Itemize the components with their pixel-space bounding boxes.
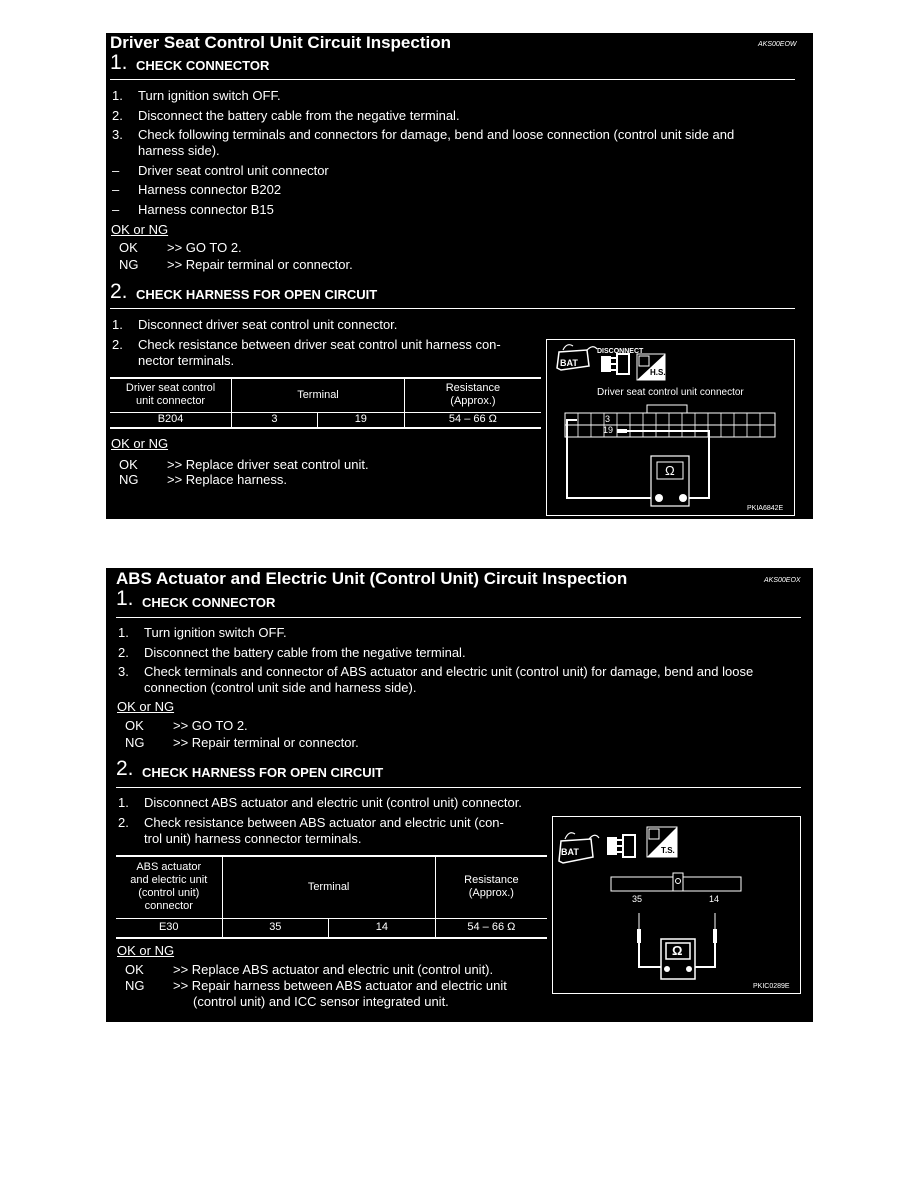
step-number: 2. xyxy=(110,280,128,303)
divider xyxy=(116,617,801,618)
header-connector: Driver seat control unit connector xyxy=(110,378,232,412)
ohm-symbol: Ω xyxy=(665,463,675,478)
connector-icon xyxy=(565,405,775,437)
list-item: Disconnect the battery cable from the negative terminal. xyxy=(138,108,460,123)
result-label: OK xyxy=(119,457,138,472)
figure-code: PKIC0289E xyxy=(753,983,790,990)
result-label: OK xyxy=(119,240,138,255)
result-text: >> Repair terminal or connector. xyxy=(173,735,359,750)
list-marker: 1. xyxy=(112,88,123,103)
result-text: >> Replace harness. xyxy=(167,472,287,487)
list-item: Disconnect ABS actuator and electric unit (control unit) connector. xyxy=(144,795,522,810)
disconnect-icon xyxy=(601,354,629,374)
cell-resistance: 54 – 66 Ω xyxy=(435,918,547,938)
result-text: >> Repair harness between ABS actuator and electric unit xyxy=(173,978,507,993)
disconnect-label: DISCONNECT xyxy=(597,348,644,355)
list-item: Check following terminals and connectors for damage, bend and loose connection (control unit side and xyxy=(138,127,735,142)
list-item: Turn ignition switch OFF. xyxy=(138,88,281,103)
list-item: connection (control unit side and harness side). xyxy=(144,680,417,695)
cell-terminal-b: 14 xyxy=(329,918,436,938)
list-marker: – xyxy=(112,202,120,217)
cell-connector: E30 xyxy=(116,918,222,938)
ok-or-ng-heading: OK or NG xyxy=(111,436,169,451)
list-marker: 3. xyxy=(112,127,123,142)
pin-label: 14 xyxy=(709,894,720,904)
section-title: Driver Seat Control Unit Circuit Inspection xyxy=(110,33,451,52)
list-item: Disconnect driver seat control unit connector. xyxy=(138,317,398,332)
result-label: NG xyxy=(125,735,145,750)
result-label: OK xyxy=(125,718,144,733)
connector-label: Driver seat control unit connector xyxy=(597,387,744,398)
ts-label: T.S. xyxy=(661,846,675,855)
connector-diagram xyxy=(546,339,795,516)
hs-label: H.S. xyxy=(650,368,666,377)
resistance-table xyxy=(116,855,547,939)
header-resistance: Resistance (Approx.) xyxy=(435,856,547,918)
step-heading: CHECK HARNESS FOR OPEN CIRCUIT xyxy=(142,765,384,780)
list-marker: – xyxy=(112,182,120,197)
section-code: AKS00EOW xyxy=(758,41,797,48)
result-label: NG xyxy=(125,978,145,993)
cell-connector: B204 xyxy=(110,412,232,428)
header-resistance: Resistance (Approx.) xyxy=(404,378,541,412)
list-marker: – xyxy=(112,163,120,178)
driver-seat-inspection-panel xyxy=(106,33,813,519)
diagram-drawing xyxy=(547,340,794,515)
list-marker: 2. xyxy=(118,645,129,660)
pin-label: 3 xyxy=(605,414,611,424)
list-item: nector terminals. xyxy=(138,353,235,368)
step-number: 1. xyxy=(110,51,128,74)
result-text: >> Replace driver seat control unit. xyxy=(167,457,369,472)
result-text: >> Replace ABS actuator and electric unit (control unit). xyxy=(173,962,494,977)
result-label: NG xyxy=(119,257,139,272)
step-heading: CHECK HARNESS FOR OPEN CIRCUIT xyxy=(136,287,378,302)
header-terminal: Terminal xyxy=(232,378,405,412)
connector-diagram xyxy=(552,816,801,994)
list-item: Check resistance between driver seat control unit harness con- xyxy=(138,337,501,352)
ok-or-ng-heading: OK or NG xyxy=(111,222,169,237)
list-item: harness side). xyxy=(138,143,220,158)
list-marker: 2. xyxy=(112,337,123,352)
list-item: Check terminals and connector of ABS actuator and electric unit (control unit) for damage, bend and loose xyxy=(144,664,754,679)
figure-code: PKIA6842E xyxy=(747,505,784,512)
cell-terminal-b: 19 xyxy=(317,412,404,428)
section-code: AKS00EOX xyxy=(764,577,801,584)
cell-terminal-a: 35 xyxy=(222,918,329,938)
list-marker: 1. xyxy=(118,625,129,640)
list-marker: 2. xyxy=(112,108,123,123)
result-label: OK xyxy=(125,962,144,977)
list-marker: 1. xyxy=(112,317,123,332)
pin-label: 35 xyxy=(632,894,643,904)
cell-resistance: 54 – 66 Ω xyxy=(404,412,541,428)
divider xyxy=(110,79,795,80)
resistance-table xyxy=(110,377,541,429)
step-number: 2. xyxy=(116,757,134,780)
divider xyxy=(116,787,801,788)
ohm-symbol: Ω xyxy=(672,943,683,958)
diagram-drawing xyxy=(553,817,800,993)
list-item: Driver seat control unit connector xyxy=(138,163,329,178)
pin-label: 19 xyxy=(603,425,614,435)
cell-terminal-a: 3 xyxy=(232,412,318,428)
list-item: Harness connector B202 xyxy=(138,182,282,197)
header-terminal: Terminal xyxy=(222,856,435,918)
list-item: trol unit) harness connector terminals. xyxy=(144,831,362,846)
section-title: ABS Actuator and Electric Unit (Control Unit) Circuit Inspection xyxy=(116,569,628,588)
list-marker: 2. xyxy=(118,815,129,830)
abs-inspection-panel xyxy=(106,568,813,1022)
list-marker: 1. xyxy=(118,795,129,810)
connector-pair-icon xyxy=(607,835,635,857)
list-item: Disconnect the battery cable from the negative terminal. xyxy=(144,645,466,660)
header-connector: ABS actuator and electric unit (control unit) connector xyxy=(116,856,222,918)
battery-label: BAT xyxy=(560,358,578,368)
result-text: (control unit) and ICC sensor integrated unit. xyxy=(193,994,449,1009)
battery-label: BAT xyxy=(561,847,579,857)
result-label: NG xyxy=(119,472,139,487)
divider xyxy=(110,308,795,309)
connector-icon xyxy=(611,873,741,891)
list-item: Harness connector B15 xyxy=(138,202,274,217)
result-text: >> GO TO 2. xyxy=(167,240,242,255)
ok-or-ng-heading: OK or NG xyxy=(117,699,175,714)
list-marker: 3. xyxy=(118,664,129,679)
ok-or-ng-heading: OK or NG xyxy=(117,943,175,958)
list-item: Check resistance between ABS actuator and electric unit (con- xyxy=(144,815,504,830)
step-heading: CHECK CONNECTOR xyxy=(136,58,270,73)
result-text: >> GO TO 2. xyxy=(173,718,248,733)
result-text: >> Repair terminal or connector. xyxy=(167,257,353,272)
step-number: 1. xyxy=(116,587,134,610)
step-heading: CHECK CONNECTOR xyxy=(142,595,276,610)
list-item: Turn ignition switch OFF. xyxy=(144,625,287,640)
